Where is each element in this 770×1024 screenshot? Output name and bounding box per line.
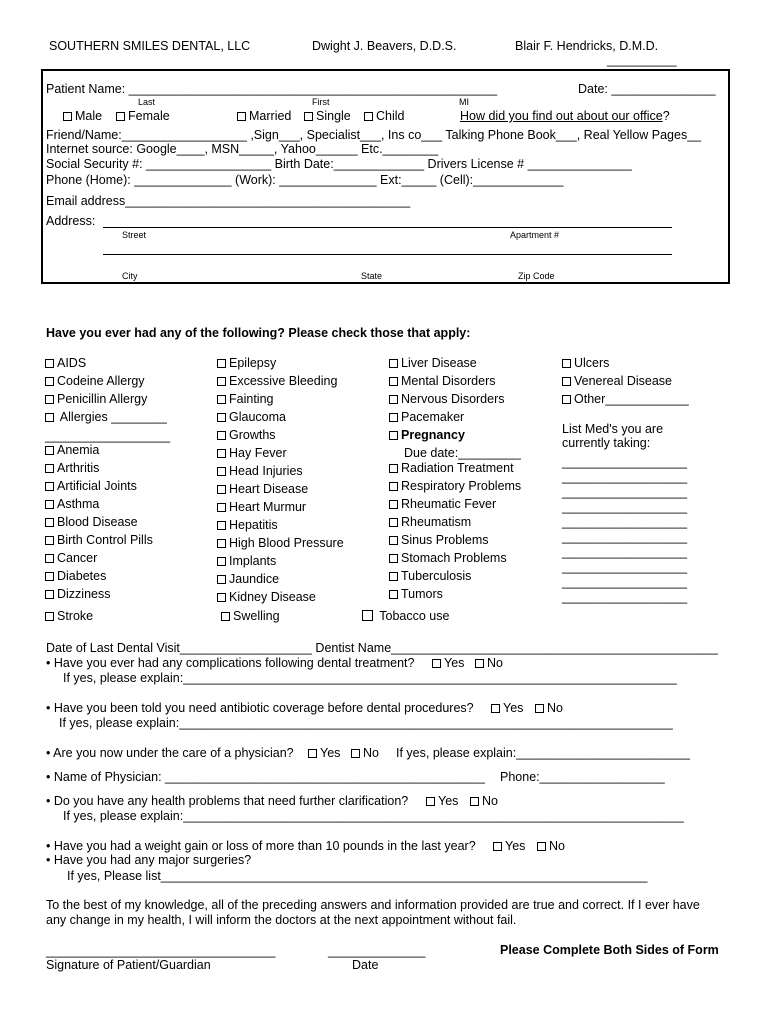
question-complications: • Have you ever had any complications following dental treatment?: [46, 656, 415, 670]
condition-item[interactable]: Rheumatic Fever: [389, 497, 496, 511]
signature-date-line[interactable]: ______________: [328, 944, 426, 958]
checkbox[interactable]: [45, 377, 54, 386]
sub-label-street: Street: [122, 230, 147, 240]
physician-name-field[interactable]: • Name of Physician: ______________________________________________: [46, 770, 485, 784]
checkbox[interactable]: [389, 536, 398, 545]
condition-item[interactable]: Tuberculosis: [389, 569, 471, 583]
q3-yes[interactable]: Yes: [308, 746, 340, 760]
condition-item[interactable]: Jaundice: [217, 572, 279, 586]
condition-item[interactable]: Excessive Bleeding: [217, 374, 337, 388]
checkbox[interactable]: [562, 359, 571, 368]
condition-item[interactable]: Hay Fever: [217, 446, 287, 460]
date-field[interactable]: Date: _______________: [578, 82, 716, 96]
address-line-2[interactable]: [103, 254, 672, 255]
condition-item[interactable]: Rheumatism: [389, 515, 471, 529]
checkbox[interactable]: [45, 612, 54, 621]
checkbox[interactable]: [389, 482, 398, 491]
address-line-1[interactable]: [103, 227, 672, 228]
q1-no[interactable]: No: [475, 656, 503, 670]
med-line[interactable]: __________________: [562, 560, 688, 574]
checkbox[interactable]: [389, 359, 398, 368]
condition-item[interactable]: Pacemaker: [389, 410, 464, 424]
checkbox[interactable]: [537, 842, 546, 851]
due-date-field[interactable]: Due date:_________: [404, 446, 521, 460]
med-line[interactable]: __________________: [562, 455, 688, 469]
checkbox[interactable]: [221, 612, 230, 621]
q7-explain[interactable]: If yes, Please list______________________________________________________________________: [67, 869, 648, 883]
date-label: Date: [352, 958, 379, 972]
practice-name: SOUTHERN SMILES DENTAL, LLC: [49, 39, 251, 53]
med-line[interactable]: __________________: [562, 500, 688, 514]
condition-item[interactable]: Heart Disease: [217, 482, 308, 496]
condition-item[interactable]: Glaucoma: [217, 410, 286, 424]
q6-no[interactable]: No: [537, 839, 565, 853]
checkbox[interactable]: [389, 572, 398, 581]
med-line[interactable]: __________________: [562, 545, 688, 559]
checkbox[interactable]: [45, 572, 54, 581]
single-checkbox[interactable]: [304, 112, 313, 121]
attestation-line-1: To the best of my knowledge, all of the preceding answers and information provided are true and correct. If I ever have: [46, 898, 700, 912]
married-checkbox[interactable]: [237, 112, 246, 121]
q2-yes[interactable]: Yes: [491, 701, 523, 715]
checkbox[interactable]: [217, 575, 226, 584]
checkbox[interactable]: [217, 557, 226, 566]
checkbox[interactable]: [389, 590, 398, 599]
condition-item[interactable]: Liver Disease: [389, 356, 477, 370]
condition-item[interactable]: Penicillin Allergy: [45, 392, 147, 406]
condition-item[interactable]: Nervous Disorders: [389, 392, 505, 406]
checkbox[interactable]: [493, 842, 502, 851]
ssn-birth-license-line[interactable]: Social Security #: __________________ Birth Date:_____________ Drivers License # _______________: [46, 157, 632, 171]
checkbox[interactable]: [217, 359, 226, 368]
condition-item[interactable]: Stomach Problems: [389, 551, 507, 565]
last-visit-dentist-line[interactable]: Date of Last Dental Visit___________________ Dentist Name_______________________________________________: [46, 641, 718, 655]
female-option[interactable]: Female: [116, 109, 170, 123]
male-checkbox[interactable]: [63, 112, 72, 121]
condition-item[interactable]: Artificial Joints: [45, 479, 137, 493]
q5-yes[interactable]: Yes: [426, 794, 458, 808]
question-health-problems: • Do you have any health problems that need further clarification?: [46, 794, 409, 808]
checkbox[interactable]: [217, 431, 226, 440]
single-option[interactable]: Single: [304, 109, 351, 123]
checkbox[interactable]: [562, 377, 571, 386]
checkbox[interactable]: [432, 659, 441, 668]
checkbox[interactable]: [389, 500, 398, 509]
condition-item[interactable]: Dizziness: [45, 587, 111, 601]
condition-item[interactable]: Kidney Disease: [217, 590, 316, 604]
child-checkbox[interactable]: [364, 112, 373, 121]
condition-item[interactable]: Heart Murmur: [217, 500, 306, 514]
question-physician: • Are you now under the care of a physician?: [46, 746, 294, 760]
q1-yes[interactable]: Yes: [432, 656, 464, 670]
checkbox[interactable]: [45, 500, 54, 509]
condition-item[interactable]: Diabetes: [45, 569, 106, 583]
condition-item[interactable]: Sinus Problems: [389, 533, 489, 547]
checkbox[interactable]: [389, 413, 398, 422]
checkbox[interactable]: [389, 554, 398, 563]
referral-line[interactable]: Friend/Name:__________________ ,Sign___, Specialist___, Ins co___ Talking Phone Book___, Real Yellow Pages__: [46, 128, 702, 142]
q2-no[interactable]: No: [535, 701, 563, 715]
condition-item[interactable]: AIDS: [45, 356, 86, 370]
condition-item[interactable]: Ulcers: [562, 356, 609, 370]
meds-label-1: List Med's you are: [562, 422, 664, 436]
child-option[interactable]: Child: [364, 109, 405, 123]
patient-name-field[interactable]: Patient Name: _____________________________________________________: [46, 82, 498, 96]
q5-no[interactable]: No: [470, 794, 498, 808]
female-checkbox[interactable]: [116, 112, 125, 121]
checkbox[interactable]: [45, 395, 54, 404]
checkbox[interactable]: [45, 413, 54, 422]
condition-item[interactable]: Head Injuries: [217, 464, 303, 478]
meds-label-2: currently taking:: [562, 436, 651, 450]
med-line[interactable]: __________________: [562, 590, 688, 604]
q3-no[interactable]: No: [351, 746, 379, 760]
condition-item[interactable]: Implants: [217, 554, 276, 568]
question-surgeries: • Have you had any major surgeries?: [46, 853, 252, 867]
med-line[interactable]: __________________: [562, 470, 688, 484]
condition-item[interactable]: Stroke: [45, 609, 93, 623]
condition-item[interactable]: Allergies ________: [45, 410, 167, 424]
checkbox[interactable]: [362, 610, 373, 621]
sub-label-apartment: Apartment #: [510, 230, 560, 240]
condition-item[interactable]: Blood Disease: [45, 515, 138, 529]
checkbox[interactable]: [470, 797, 479, 806]
sub-label-city: City: [122, 271, 138, 281]
q2-explain[interactable]: If yes, please explain:_______________________________________________________________________: [59, 716, 673, 730]
checkbox[interactable]: [389, 431, 398, 440]
med-line[interactable]: __________________: [562, 530, 688, 544]
how-find-question: How did you find out about our office?: [460, 109, 670, 123]
checkbox[interactable]: [45, 359, 54, 368]
male-option[interactable]: Male: [63, 109, 102, 123]
condition-item[interactable]: Respiratory Problems: [389, 479, 521, 493]
checkbox[interactable]: [217, 467, 226, 476]
checkbox[interactable]: [562, 395, 571, 404]
question-weight: • Have you had a weight gain or loss of more than 10 pounds in the last year?: [46, 839, 476, 853]
checkbox[interactable]: [217, 593, 226, 602]
condition-item[interactable]: Cancer: [45, 551, 97, 565]
checkbox[interactable]: [45, 482, 54, 491]
condition-item[interactable]: High Blood Pressure: [217, 536, 344, 550]
sub-label-first: First: [312, 97, 330, 107]
tobacco-item[interactable]: Tobacco use: [362, 609, 449, 623]
physician-phone-field[interactable]: Phone:__________________: [500, 770, 665, 784]
internet-source-line[interactable]: Internet source: Google____, MSN_____, Yahoo______ Etc.________: [46, 142, 439, 156]
condition-item[interactable]: Mental Disorders: [389, 374, 495, 388]
q5-explain[interactable]: If yes, please explain:________________________________________________________________________: [63, 809, 684, 823]
condition-item[interactable]: Codeine Allergy: [45, 374, 145, 388]
condition-item[interactable]: Epilepsy: [217, 356, 276, 370]
checkbox[interactable]: [389, 518, 398, 527]
checkbox[interactable]: [45, 536, 54, 545]
q3-explain[interactable]: If yes, please explain:_________________________: [396, 746, 691, 760]
condition-item[interactable]: Arthritis: [45, 461, 99, 475]
sub-label-last: Last: [138, 97, 156, 107]
checkbox[interactable]: [491, 704, 500, 713]
address-label: Address:: [46, 214, 96, 228]
doctor-name-1: Dwight J. Beavers, D.D.S.: [312, 39, 457, 53]
condition-item[interactable]: Swelling: [221, 609, 280, 623]
doctor-2-underline: __________: [607, 53, 677, 67]
checkbox[interactable]: [217, 539, 226, 548]
condition-item[interactable]: Birth Control Pills: [45, 533, 153, 547]
condition-item[interactable]: Growths: [217, 428, 276, 442]
email-field[interactable]: Email address_________________________________________: [46, 194, 411, 208]
allergies-blank[interactable]: __________________: [45, 429, 171, 443]
checkbox[interactable]: [308, 749, 317, 758]
checkbox[interactable]: [475, 659, 484, 668]
condition-item[interactable]: Tumors: [389, 587, 443, 601]
checkbox[interactable]: [45, 554, 54, 563]
checkbox[interactable]: [217, 449, 226, 458]
med-line[interactable]: __________________: [562, 485, 688, 499]
conditions-heading: Have you ever had any of the following? Please check those that apply:: [46, 326, 471, 340]
question-antibiotic: • Have you been told you need antibiotic coverage before dental procedures?: [46, 701, 474, 715]
checkbox[interactable]: [217, 521, 226, 530]
sub-label-mi: MI: [459, 97, 469, 107]
checkbox[interactable]: [45, 518, 54, 527]
married-option[interactable]: Married: [237, 109, 291, 123]
condition-item[interactable]: Hepatitis: [217, 518, 278, 532]
condition-item[interactable]: Radiation Treatment: [389, 461, 514, 475]
checkbox[interactable]: [45, 590, 54, 599]
condition-item[interactable]: Anemia: [45, 443, 99, 457]
checkbox[interactable]: [389, 464, 398, 473]
checkbox[interactable]: [389, 395, 398, 404]
q6-yes[interactable]: Yes: [493, 839, 525, 853]
checkbox[interactable]: [351, 749, 360, 758]
sub-label-state: State: [361, 271, 383, 281]
checkbox[interactable]: [217, 413, 226, 422]
checkbox[interactable]: [217, 395, 226, 404]
condition-item[interactable]: Asthma: [45, 497, 99, 511]
signature-label: Signature of Patient/Guardian: [46, 958, 211, 972]
med-line[interactable]: __________________: [562, 515, 688, 529]
checkbox[interactable]: [45, 464, 54, 473]
checkbox[interactable]: [535, 704, 544, 713]
checkbox[interactable]: [217, 377, 226, 386]
q1-explain[interactable]: If yes, please explain:_______________________________________________________________________: [63, 671, 677, 685]
med-line[interactable]: __________________: [562, 575, 688, 589]
phone-line[interactable]: Phone (Home): ______________ (Work): ______________ Ext:_____ (Cell):_____________: [46, 173, 564, 187]
sub-label-zip: Zip Code: [518, 271, 555, 281]
signature-line[interactable]: _________________________________: [46, 944, 276, 958]
pregnancy-item[interactable]: Pregnancy: [389, 428, 465, 442]
checkbox[interactable]: [389, 377, 398, 386]
checkbox[interactable]: [426, 797, 435, 806]
condition-item[interactable]: Venereal Disease: [562, 374, 672, 388]
doctor-name-2: Blair F. Hendricks, D.M.D.: [515, 39, 659, 53]
checkbox[interactable]: [217, 503, 226, 512]
attestation-line-2: any change in my health, I will inform the doctors at the next appointment without fail.: [46, 913, 517, 927]
condition-item[interactable]: Other____________: [562, 392, 689, 406]
checkbox[interactable]: [217, 485, 226, 494]
checkbox[interactable]: [45, 446, 54, 455]
complete-both-sides-note: Please Complete Both Sides of Form: [500, 943, 719, 957]
condition-item[interactable]: Fainting: [217, 392, 273, 406]
